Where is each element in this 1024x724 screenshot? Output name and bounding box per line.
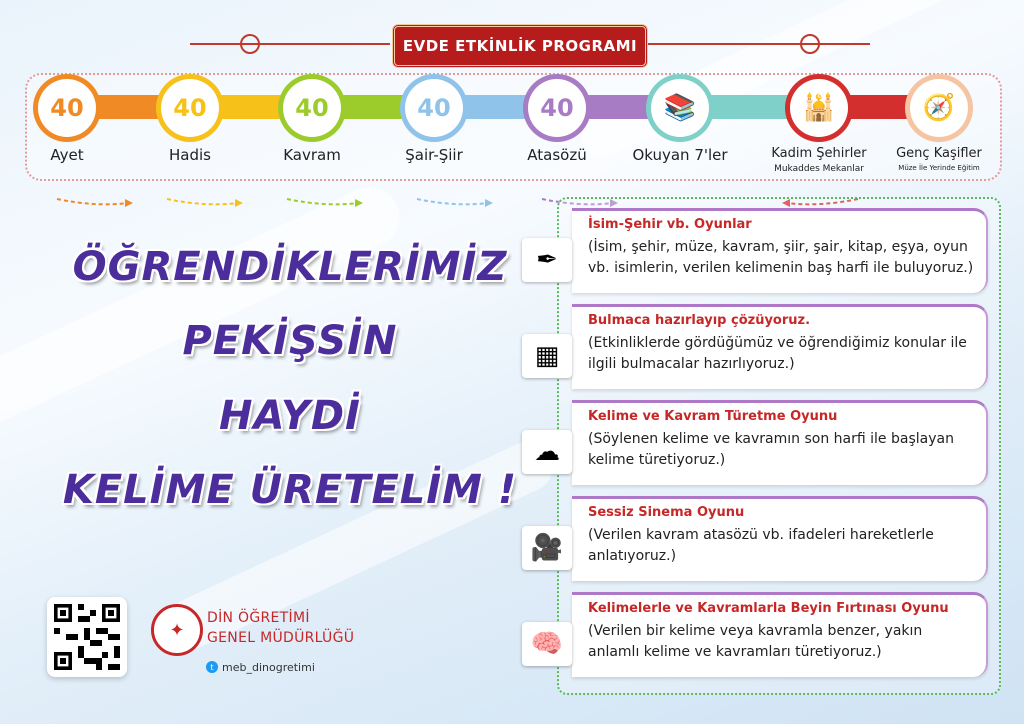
ornament-icon — [800, 34, 820, 54]
program-badge[interactable] — [405, 79, 463, 137]
dashed-arrow-icon — [285, 195, 365, 209]
org-name-line-1: DİN ÖĞRETİMİ — [207, 610, 310, 626]
social-handle[interactable]: meb_dinogretimi — [222, 661, 315, 674]
program-label: Ayet — [50, 146, 84, 164]
activity-description: (Verilen kavram atasözü vb. ifadeleri hareketlerle anlatıyoruz.) — [588, 527, 934, 564]
activity-title: Bulmaca hazırlayıp çözüyoruz. — [588, 313, 811, 328]
program-label: Hadis — [169, 146, 211, 164]
program-label: Kavram — [283, 146, 341, 164]
activity-title: İsim-Şehir vb. Oyunlar — [588, 217, 752, 232]
program-badge[interactable] — [161, 79, 219, 137]
program-count: 40 — [540, 94, 574, 122]
mosque-icon: 🕌 — [802, 93, 836, 123]
dashed-arrow-icon — [55, 195, 135, 209]
program-sublabel: Müze İle Yerinde Eğitim — [898, 164, 980, 172]
program-badge[interactable] — [38, 79, 96, 137]
header-decor-line-right — [645, 43, 870, 45]
program-sublabel: Mukaddes Mekanlar — [774, 164, 864, 174]
brain-icon: 🧠 — [522, 622, 572, 666]
activity-card — [572, 496, 988, 581]
word-cloud-icon: ☁ — [522, 430, 572, 474]
program-label: Atasözü — [527, 146, 587, 164]
program-badge[interactable] — [651, 79, 709, 137]
activity-title: Sessiz Sinema Oyunu — [588, 505, 745, 520]
program-count: 40 — [173, 94, 207, 122]
activity-description: (Söylenen kelime ve kavramın son harfi ile başlayan kelime türetiyoruz.) — [588, 431, 954, 468]
header-decor-line-left — [190, 43, 390, 45]
slogan-line-4: KELİME ÜRETELİM ! — [62, 467, 518, 513]
pen-icon: ✒ — [522, 238, 572, 282]
activity-title: Kelime ve Kavram Türetme Oyunu — [588, 409, 838, 424]
ministry-logo-icon: ✦ — [151, 604, 203, 656]
qr-code-icon — [54, 604, 120, 670]
crossword-icon: ▦ — [522, 334, 572, 378]
activity-description: (İsim, şehir, müze, kavram, şiir, şair, kitap, eşya, oyun vb. isimlerin, verilen kelimenin baş harfi ile buluyoruz.) — [588, 239, 974, 276]
header-title: EVDE ETKİNLİK PROGRAMI — [402, 37, 638, 55]
org-name-line-2: GENEL MÜDÜRLÜĞÜ — [207, 630, 355, 646]
activity-card — [572, 304, 988, 389]
dashed-arrow-icon — [415, 195, 495, 209]
slogan-line-1: ÖĞRENDİKLERİMİZ — [72, 244, 508, 290]
qr-code[interactable] — [47, 597, 127, 677]
activity-card — [572, 208, 988, 293]
activity-card — [572, 400, 988, 485]
ornament-icon — [240, 34, 260, 54]
header-banner — [392, 24, 648, 68]
program-badge[interactable] — [283, 79, 341, 137]
program-count: 40 — [50, 94, 84, 122]
activity-description: (Etkinliklerde gördüğümüz ve öğrendiğimiz konular ile ilgili bulmacalar hazırlıyoruz.) — [588, 335, 967, 372]
program-label: Şair-Şiir — [405, 146, 463, 164]
books-icon: 📚 — [663, 93, 697, 123]
program-label: Okuyan 7'ler — [632, 146, 728, 164]
activity-card — [572, 592, 988, 677]
program-label: Genç Kaşifler — [896, 146, 982, 161]
activity-title: Kelimelerle ve Kavramlarla Beyin Fırtınası Oyunu — [588, 601, 949, 616]
compass-icon: 🧭 — [922, 93, 956, 123]
slogan-line-3: HAYDİ — [219, 393, 361, 439]
slogan-line-2: PEKİŞSİN — [182, 318, 398, 364]
program-badge[interactable] — [790, 79, 848, 137]
film-camera-icon: 🎥 — [522, 526, 572, 570]
dashed-arrow-icon — [165, 195, 245, 209]
program-count: 40 — [417, 94, 451, 122]
program-label: Kadim Şehirler — [771, 146, 867, 161]
activity-description: (Verilen bir kelime veya kavramla benzer, yakın anlamlı kelime ve kavramları türetiyoruz.) — [588, 623, 923, 660]
twitter-icon: t — [206, 661, 218, 673]
program-badge[interactable] — [528, 79, 586, 137]
program-count: 40 — [295, 94, 329, 122]
program-badge[interactable] — [910, 79, 968, 137]
